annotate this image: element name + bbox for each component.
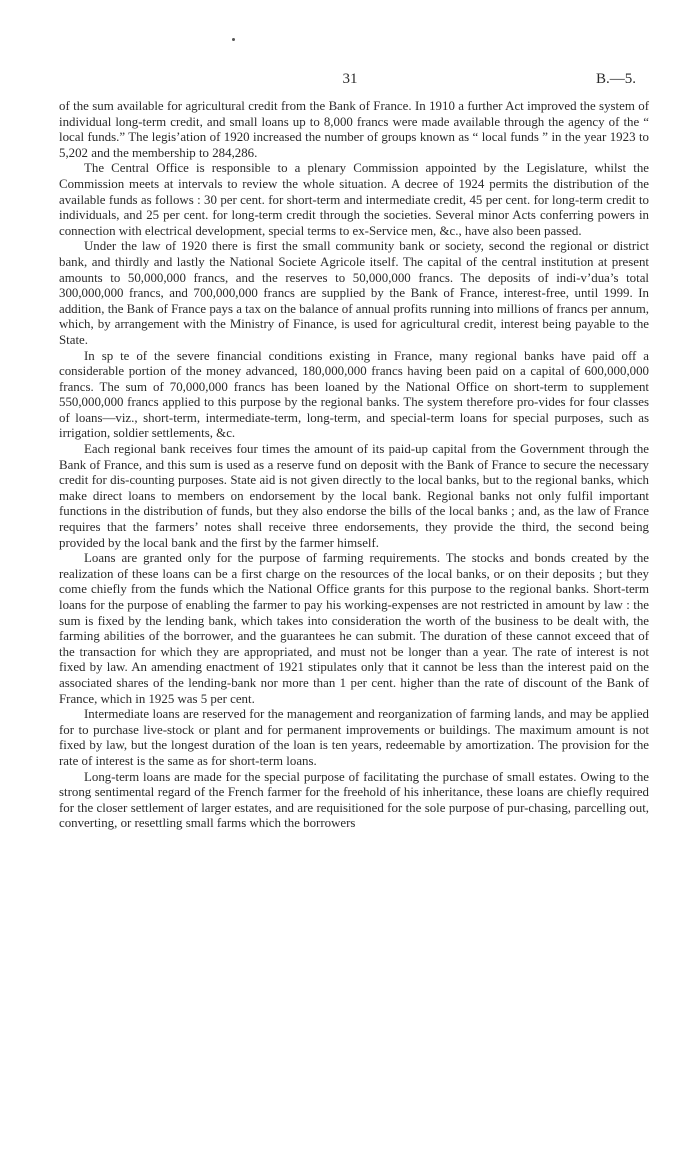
body-text (59, 99, 649, 832)
paragraph-4: In sp te of the severe financial conditions existing in France, many regional banks have paid off a considerable portion of the money advanced, 180,000,000 francs having been paid on a capital of 600,000,000 francs. The sum of 70,000,000 francs has been loaned by the National Office on short-term to supplement 550,000,000 francs applied to this purpose by the regional banks. The system therefore pro-vides for four classes of loans—viz., short-term, intermediate-term, long-term, and special-term loans for special purposes, such as irrigation, soldier settlements, &c. (59, 348, 649, 441)
stray-mark (232, 38, 235, 41)
paragraph-6: Loans are granted only for the purpose of farming requirements. The stocks and bonds created by the realization of these loans can be a first charge on the resources of the local banks, or on their deposits ; but they come chiefly from the funds which the National Office grants for this purpose to the regional banks. Short-term loans for the purpose of enabling the farmer to pay his working-expenses are not restricted in amount by law : the sum is fixed by the lending bank, which takes into consideration the worth of the business to be dealt with, the farming abilities of the borrower, and the guarantees he can submit. The duration of these cannot exceed that of the transaction for which they are appropriated, and must not be longer than a year. The rate of interest is not fixed by law. An amending enactment of 1921 stipulates only that it cannot be less than the interest paid on the associated shares of the lending-bank nor more than 1 per cent. higher than the rate of discount of the Bank of France, which in 1925 was 5 per cent. (59, 551, 649, 706)
paragraph-1: of the sum available for agricultural credit from the Bank of France. In 1910 a further Act improved the system of individual long-term credit, and small loans up to 8,000 francs were made available through the agency of the “ local funds.” The legis’ation of 1920 increased the number of groups known as “ local funds ” in the year 1923 to 5,202 and the membership to 284,286. (59, 99, 649, 160)
paragraph-8: Long-term loans are made for the special purpose of facilitating the purchase of small estates. Owing to the strong sentimental regard of the French farmer for the freehold of his inheritance, these loans are chiefly required for the closer settlement of larger estates, and are requisitioned for the sole purpose of pur-chasing, parcelling out, converting, or resettling small farms which the borrowers (59, 769, 649, 831)
paragraph-2: The Central Office is responsible to a plenary Commission appointed by the Legislature, whilst the Commission meets at intervals to review the whole situation. A decree of 1924 permits the distribution of the available funds as follows : 30 per cent. for short-term and intermediate credit, 45 per cent. for long-term credit to individuals, and 25 per cent. for long-term credit through the societies. Several minor Acts conferring powers in connection with electrical development, special terms to ex-Service men, &c., have also been passed. (59, 161, 649, 238)
page-number: 31 (342, 71, 358, 87)
page-reference: B.—5. (595, 71, 636, 87)
paragraph-7: Intermediate loans are reserved for the management and reorganization of farming lands, and may be applied for to purchase live-stock or plant and for permanent improvements or buildings. The maximum amount is not fixed by law, but the longest duration of the loan is ten years, redeemable by amortization. The provision for the rate of interest is the same as for short-term loans. (59, 707, 649, 768)
paragraph-5: Each regional bank receives four times the amount of its paid-up capital from the Government through the Bank of France, and this sum is used as a reserve fund on deposit with the Bank of France to secure the necessary credit for dis-counting purposes. State aid is not given directly to the local banks, but to the regional banks, which make direct loans to members on endorsement by the local bank. Regional banks not only fulfil important functions in the distribution of funds, but they also endorse the bills of the local banks ; and, as the law of France requires that the farmers’ notes shall receive three endorsements, they provide the third, the second being provided by the local bank and the first by the farmer himself. (59, 442, 649, 550)
paragraph-3: Under the law of 1920 there is first the small community bank or society, second the regional or district bank, and thirdly and lastly the National Societe Agricole itself. The capital of the central institution at present amounts to 50,000,000 francs, and the reserves to 50,000,000 francs. The deposits of indi-v’dua’s total 300,000,000 francs, and 700,000,000 francs are supplied by the Bank of France, interest-free, until 1999. In addition, the Bank of France pays a tax on the balance of annual profits running into millions of francs per annum, which, by arrangement with the Ministry of Finance, is used for agricultural credit, interest being payable to the State. (59, 239, 649, 347)
